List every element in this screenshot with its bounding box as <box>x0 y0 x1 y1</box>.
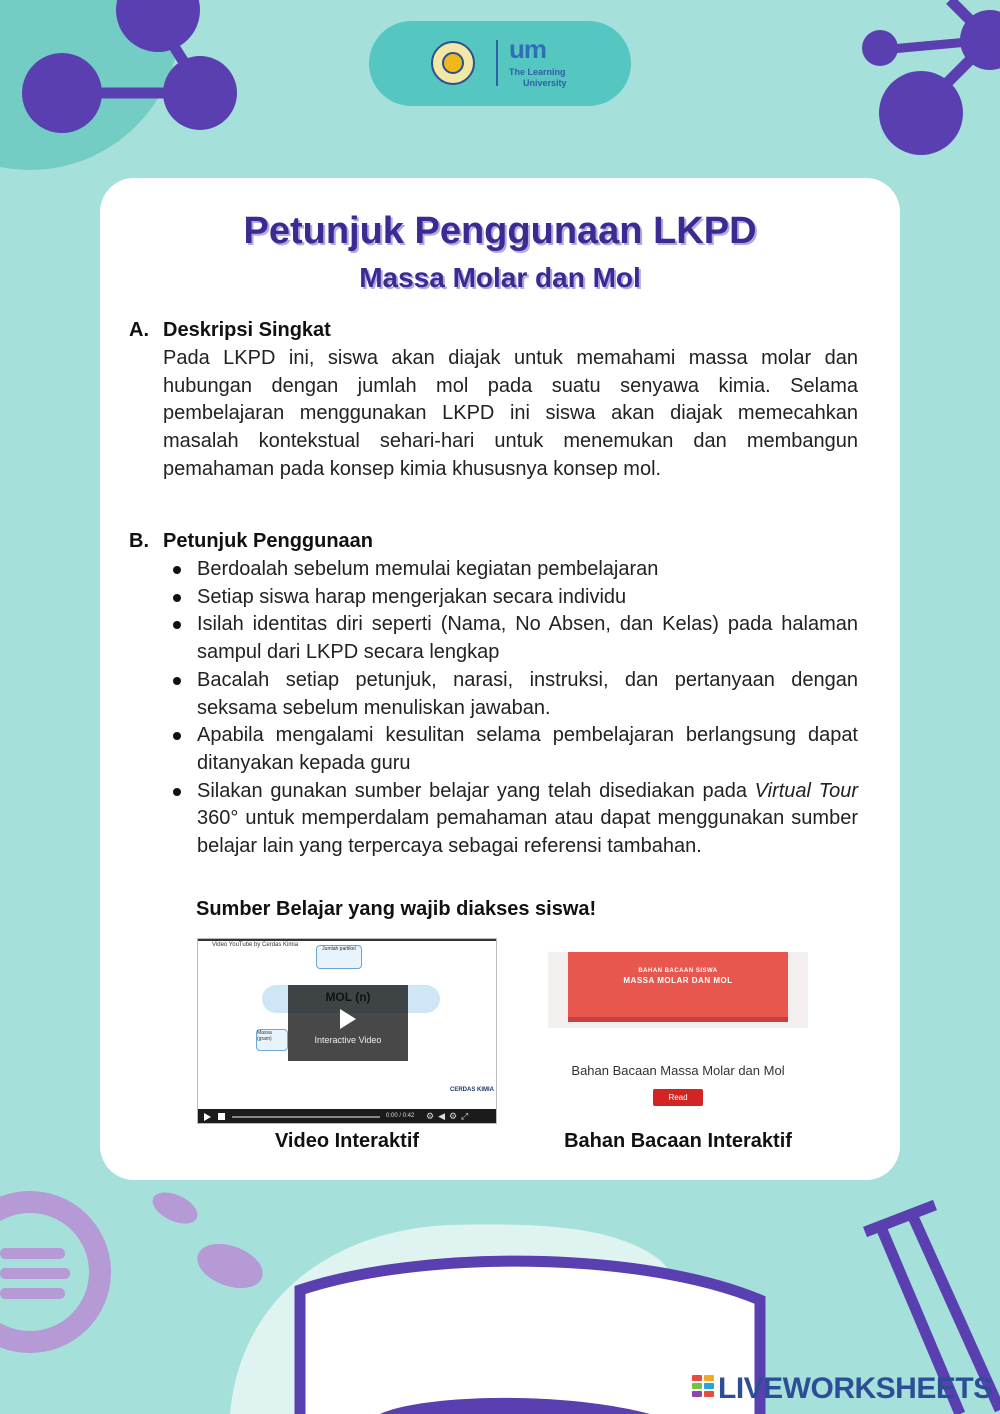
um-logo-text: um <box>509 34 546 64</box>
interactive-reading[interactable] <box>548 938 808 1124</box>
interactive-video[interactable] <box>197 938 497 1124</box>
control-stop-icon[interactable] <box>218 1113 225 1120</box>
video-play-overlay[interactable] <box>288 985 408 1061</box>
video-brand: CERDAS KIMIA <box>449 1087 494 1093</box>
liveworksheets-text: LIVEWORKSHEETS <box>718 1372 993 1405</box>
logo-tagline-2: University <box>523 78 567 88</box>
virtual-tour-text: Virtual Tour <box>754 779 859 802</box>
section-b-heading <box>129 530 374 553</box>
video-overlay-label: Interactive Video <box>314 1035 382 1045</box>
list-item: Bacalah setiap petunjuk, narasi, instruksi, dan pertanyaan dengan seksama sebelum menuliskan jawaban. <box>197 667 858 722</box>
list-item <box>197 778 858 861</box>
page-title: Petunjuk Penggunaan LKPD <box>243 210 757 252</box>
section-a-title: Deskripsi Singkat <box>163 319 331 341</box>
liveworksheets-logo-icon <box>692 1375 716 1403</box>
section-a-paragraph: Pada LKPD ini, siswa akan diajak untuk memahami massa molar dan hubungan dengan jumlah mol pada suatu senyawa kimia. Selama pembelajaran menggunakan LKPD ini siswa akan diajak memecahkan masalah kontekstual sehari-hari untuk menemukan dan membangun pemahaman pada konsep kimia khususnya konsep mol. <box>163 347 858 480</box>
diagram-node-particles: Jumlah partikel <box>316 945 362 969</box>
reading-title: Bahan Bacaan Massa Molar dan Mol <box>571 1063 785 1078</box>
control-play-icon[interactable] <box>204 1113 211 1121</box>
university-seal-icon <box>431 41 475 85</box>
video-progress-bar[interactable] <box>232 1116 380 1118</box>
section-b-title: Petunjuk Penggunaan <box>163 530 374 552</box>
diagram-node-mass: Massa (gram) <box>256 1029 288 1051</box>
reading-caption: Bahan Bacaan Interaktif <box>564 1130 792 1152</box>
section-a-heading <box>129 319 331 342</box>
list-item-text: 360° untuk memperdalam pemahaman atau dapat menggunakan sumber belajar lain yang terpercaya sebagai referensi tambahan. <box>197 807 858 858</box>
play-icon[interactable] <box>340 1009 356 1029</box>
video-caption: Video Interaktif <box>274 1130 420 1152</box>
list-item: Apabila mengalami kesulitan selama pembelajaran berlangsung dapat ditanyakan kepada guru <box>197 722 858 777</box>
banner-small-text: BAHAN BACAAN SISWA <box>638 968 718 974</box>
logo-tagline-1: The Learning <box>509 67 566 77</box>
content-card <box>100 178 900 1180</box>
video-top-title: Video YouTube by Cerdas Kimia <box>212 942 299 948</box>
section-b-letter: B. <box>129 530 149 552</box>
page-subtitle: Massa Molar dan Mol <box>359 262 641 293</box>
video-time: 0:00 / 0:42 <box>386 1113 415 1119</box>
sources-heading: Sumber Belajar yang wajib diakses siswa! <box>196 898 597 920</box>
list-item: Berdoalah sebelum memulai kegiatan pembelajaran <box>197 556 858 584</box>
university-logo <box>369 21 631 106</box>
list-item-text: Silakan gunakan sumber belajar yang telah disediakan pada <box>197 779 755 802</box>
read-button[interactable]: Read <box>653 1089 703 1106</box>
video-overlay-title: MOL (n) <box>325 990 371 1004</box>
instruction-list <box>197 556 858 861</box>
section-a-letter: A. <box>129 319 149 341</box>
list-item: Setiap siswa harap mengerjakan secara individu <box>197 584 858 612</box>
control-icons[interactable]: ⚙◀︎⚙⤢ <box>426 1111 473 1121</box>
banner-big-text: MASSA MOLAR DAN MOL <box>623 976 733 985</box>
list-item: Isilah identitas diri seperti (Nama, No Absen, dan Kelas) pada halaman sampul dari LKPD secara lengkap <box>197 611 858 666</box>
reading-banner <box>568 952 788 1022</box>
logo-divider <box>496 40 498 86</box>
video-controls <box>198 1109 496 1124</box>
